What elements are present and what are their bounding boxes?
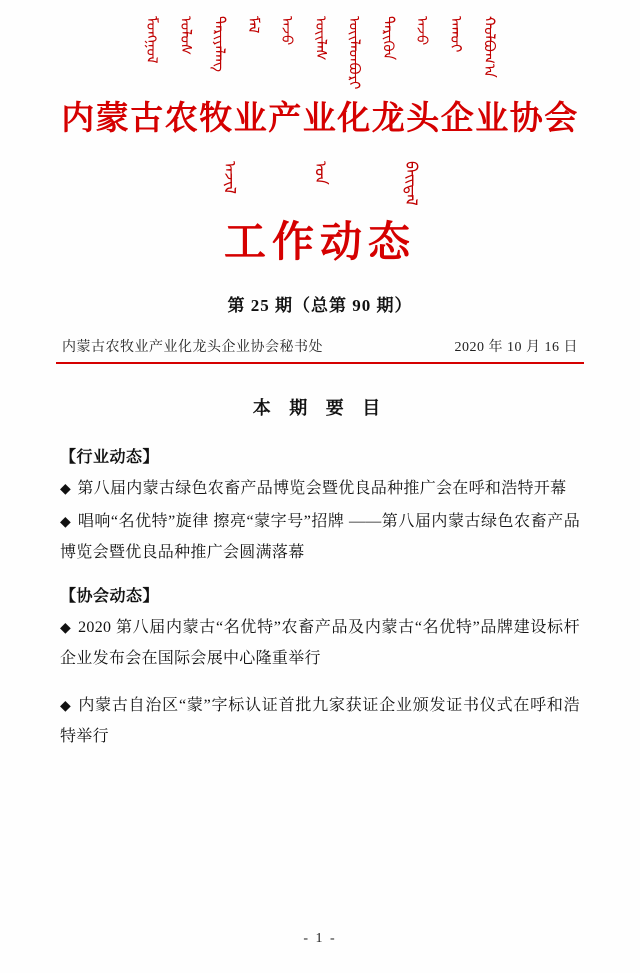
mongolian-glyph: ᠲᠠᠷᠢᠶᠠᠯᠠᠩ bbox=[210, 16, 229, 72]
list-item-text: 2020 第八届内蒙古“名优特”农畜产品及内蒙古“名优特”品牌建设标杆企业发布会在国际会展中心隆重举行 bbox=[60, 618, 580, 667]
bullet-icon: ◆ bbox=[60, 620, 72, 636]
list-item[interactable] bbox=[60, 473, 580, 504]
mongolian-glyph: ᠤᠨ bbox=[311, 161, 331, 185]
masthead-meta bbox=[56, 336, 584, 362]
masthead-mongolian-mid bbox=[56, 161, 584, 207]
bullet-icon: ◆ bbox=[60, 698, 72, 714]
contents-heading: 本 期 要 目 bbox=[252, 398, 388, 418]
mongolian-glyph: ᠪᠠᠢᠳᠠᠯ bbox=[402, 161, 422, 206]
list-item-text: 第八届内蒙古绿色农畜产品博览会暨优良品种推广会在呼和浩特开幕 bbox=[77, 480, 567, 497]
bullet-icon: ◆ bbox=[60, 515, 72, 531]
list-item[interactable] bbox=[60, 506, 580, 568]
mongolian-glyph: ᠮᠣᠩᠭᠣᠯ bbox=[143, 16, 162, 64]
list-item[interactable] bbox=[60, 690, 580, 752]
publisher-name: 内蒙古农牧业产业化龙头企业协会秘书处 bbox=[62, 340, 323, 355]
masthead-mongolian-top bbox=[56, 0, 584, 90]
list-item-text: 唱响“名优特”旋律 擦亮“蒙字号”招牌 ——第八届内蒙古绿色农畜产品博览会暨优良品种推广会圆满落幕 bbox=[60, 513, 580, 562]
contents-list bbox=[56, 444, 584, 752]
list-item-text: 内蒙古自治区“蒙”字标认证首批九家获证企业颁发证书仪式在呼和浩特举行 bbox=[60, 696, 580, 746]
list-item[interactable] bbox=[60, 612, 580, 674]
header-divider bbox=[56, 362, 584, 364]
bullet-icon: ◆ bbox=[60, 482, 72, 497]
masthead-title: 内蒙古农牧业产业化龙头企业协会 bbox=[61, 101, 579, 137]
bulletin-title: 工作动态 bbox=[223, 220, 416, 266]
issue-number: 第 25 期（总第 90 期） bbox=[227, 296, 413, 315]
mongolian-glyph: ᠦᠢᠯᠡᠰ bbox=[311, 16, 330, 61]
mongolian-glyph: ᠦᠢᠯᠡᠳᠪᠦᠷᠢ bbox=[345, 16, 364, 90]
mongolian-glyph: ᠮᠠᠯ bbox=[244, 16, 263, 34]
publish-date: 2020 年 10 月 16 日 bbox=[454, 340, 578, 355]
mongolian-glyph: ᠲᠡᠷᠢᠭᠦᠨ bbox=[379, 16, 398, 61]
section-heading-association: 【协会动态】 bbox=[60, 587, 160, 605]
mongolian-glyph: ᠠᠵᠤ bbox=[278, 16, 297, 46]
mongolian-glyph: ᠠᠵᠢᠯ bbox=[220, 161, 240, 194]
mongolian-glyph: ᠠᠵᠤ bbox=[413, 16, 432, 46]
mongolian-glyph: ᠤᠯᠤᠰ bbox=[176, 16, 195, 56]
page-number: - 1 - bbox=[303, 931, 337, 946]
section-heading-industry: 【行业动态】 bbox=[60, 449, 160, 466]
mongolian-glyph: ᠠᠬᠤᠢ bbox=[446, 16, 465, 53]
mongolian-glyph: ᠬᠣᠯᠪᠣᠭ᠎ᠠ bbox=[480, 16, 499, 78]
